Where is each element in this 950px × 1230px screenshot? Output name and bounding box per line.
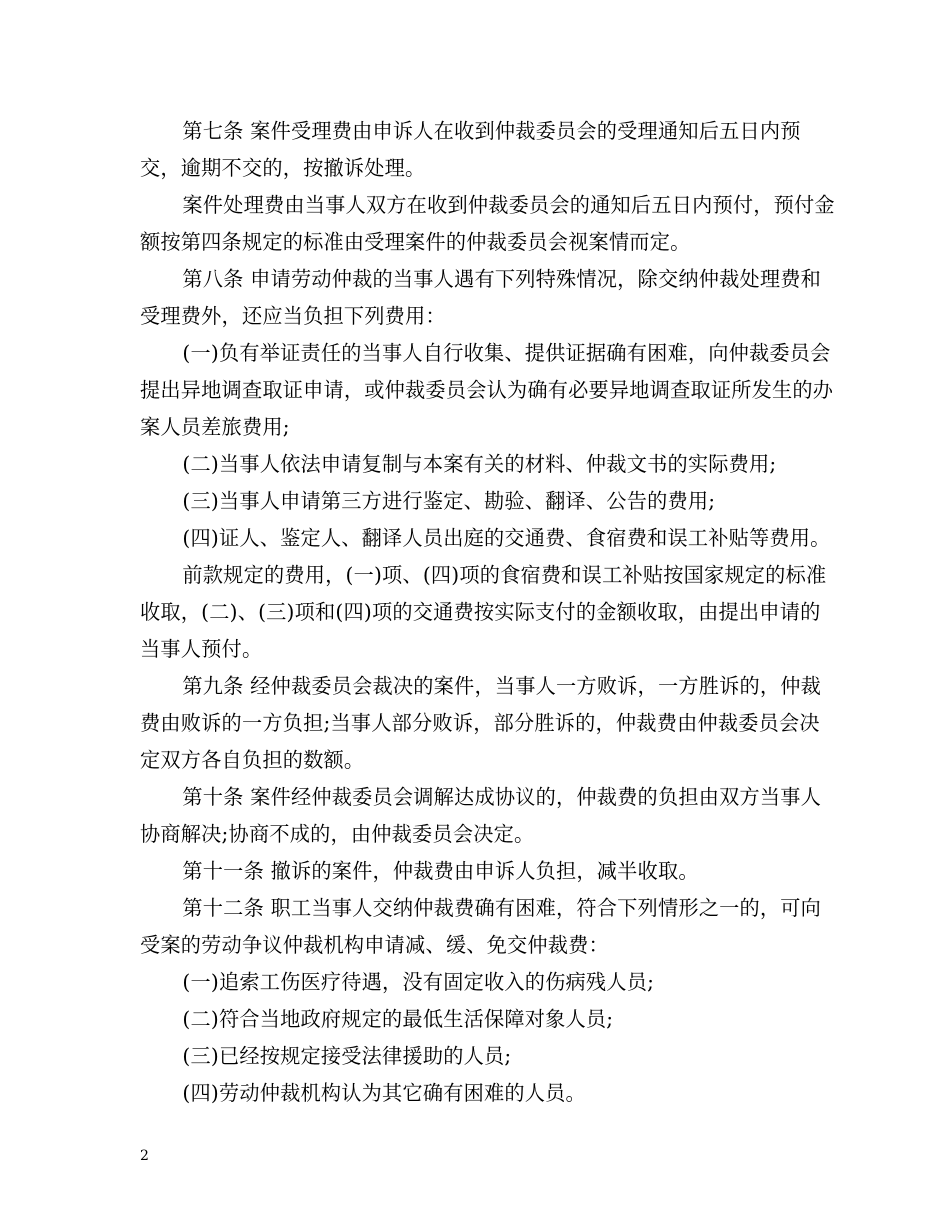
paragraph-article-9: 第九条 经仲裁委员会裁决的案件，当事人一方败诉，一方胜诉的，仲裁费由败诉的一方负担;当事人部分败诉，部分胜诉的，仲裁费由仲裁委员会决定双方各自负担的数额。 bbox=[140, 674, 822, 772]
document-body bbox=[140, 113, 840, 1112]
paragraph-article-8-item-3: (三)当事人申请第三方进行鉴定、勘验、翻译、公告的费用; bbox=[182, 489, 716, 513]
paragraph-article-8: 第八条 申请劳动仲裁的当事人遇有下列特殊情况，除交纳仲裁处理费和受理费外，还应当负担下列费用： bbox=[140, 267, 822, 328]
paragraph-processing-fee: 案件处理费由当事人双方在收到仲裁委员会的通知后五日内预付，预付金额按第四条规定的标准由受理案件的仲裁委员会视案情而定。 bbox=[140, 193, 835, 254]
paragraph-article-12-item-3: (三)已经按规定接受法律援助的人员; bbox=[182, 1044, 512, 1068]
paragraph-article-12: 第十二条 职工当事人交纳仲裁费确有困难，符合下列情形之一的，可向受案的劳动争议仲裁机构申请减、缓、免交仲裁费： bbox=[140, 896, 822, 957]
paragraph-article-8-item-2: (二)当事人依法申请复制与本案有关的材料、仲裁文书的实际费用; bbox=[182, 452, 777, 476]
paragraph-fee-standard: 前款规定的费用，(一)项、(四)项的食宿费和误工补贴按国家规定的标准收取，(二)、(三)项和(四)项的交通费按实际支付的金额收取，由提出申请的当事人预付。 bbox=[140, 563, 827, 661]
paragraph-article-10: 第十条 案件经仲裁委员会调解达成协议的，仲裁费的负担由双方当事人协商解决;协商不成的，由仲裁委员会决定。 bbox=[140, 785, 822, 846]
paragraph-article-7: 第七条 案件受理费由申诉人在收到仲裁委员会的受理通知后五日内预交，逾期不交的，按撤诉处理。 bbox=[140, 119, 801, 180]
paragraph-article-12-item-4: (四)劳动仲裁机构认为其它确有困难的人员。 bbox=[182, 1081, 586, 1105]
page-number: 2 bbox=[140, 1148, 149, 1164]
paragraph-article-11: 第十一条 撤诉的案件，仲裁费由申诉人负担，减半收取。 bbox=[182, 859, 699, 883]
paragraph-article-12-item-2: (二)符合当地政府规定的最低生活保障对象人员; bbox=[182, 1007, 614, 1031]
paragraph-article-12-item-1: (一)追索工伤医疗待遇，没有固定收入的伤病残人员; bbox=[182, 970, 655, 994]
paragraph-article-8-item-1: (一)负有举证责任的当事人自行收集、提供证据确有困难，向仲裁委员会提出异地调查取证申请，或仲裁委员会认为确有必要异地调查取证所发生的办案人员差旅费用; bbox=[140, 341, 834, 439]
paragraph-article-8-item-4: (四)证人、鉴定人、翻译人员出庭的交通费、食宿费和误工补贴等费用。 bbox=[182, 526, 831, 550]
